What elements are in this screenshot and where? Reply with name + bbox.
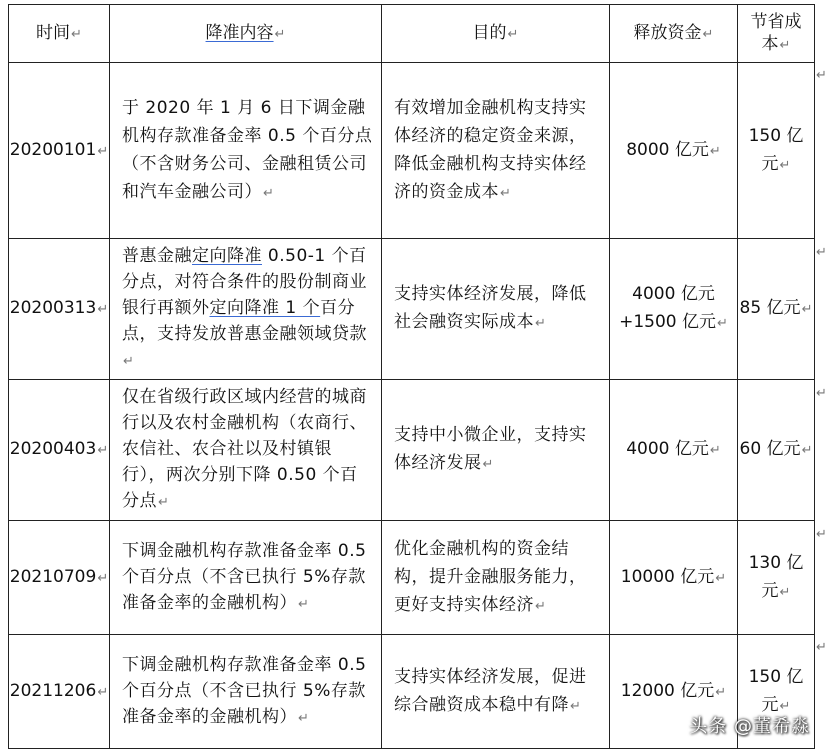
header-time: 时间↵: [9, 5, 110, 63]
row-content: 于 2020 年 1 月 6 日下调金融机构存款准备金率 0.5 个百分点（不含财务公司、金融租赁公司和汽车金融公司）↵: [110, 63, 382, 239]
paragraph-mark: ↵: [816, 386, 827, 401]
row-purpose: 优化金融机构的资金结构，提升金融服务能力，更好支持实体经济↵: [382, 521, 610, 635]
row-content: 仅在省级行政区域内经营的城商行以及农村金融机构（农商行、农信社、农合社以及村镇银行），两次分别下降 0.50 个百分点↵: [110, 380, 382, 521]
row-release: 8000 亿元↵: [610, 63, 738, 239]
header-save: 节省成 本↵: [738, 5, 815, 63]
row-purpose: 支持实体经济发展，促进综合融资成本稳中有降↵: [382, 635, 610, 749]
row-date: 20200403↵: [9, 380, 110, 521]
row-save: 85 亿元↵: [738, 239, 815, 380]
header-release: 释放资金↵: [610, 5, 738, 63]
paragraph-mark: ↵: [816, 68, 827, 83]
row-date: 20210709↵: [9, 521, 110, 635]
row-purpose: 有效增加金融机构支持实体经济的稳定资金来源，降低金融机构支持实体经济的资金成本↵: [382, 63, 610, 239]
header-content: 降准内容↵: [110, 5, 382, 63]
watermark: 头条 @董希淼: [689, 716, 810, 737]
row-save: 60 亿元↵: [738, 380, 815, 521]
row-content: 普惠金融定向降准 0.50-1 个百分点，对符合条件的股份制商业银行再额外定向降准 1 个百分点，支持发放普惠金融领域贷款↵: [110, 239, 382, 380]
row-release: 12000 亿元↵: [610, 635, 738, 749]
rrr-cut-table: [8, 4, 815, 749]
table-row: [9, 239, 815, 380]
table-header-row: [9, 5, 815, 63]
row-save: 130 亿 元↵: [738, 521, 815, 635]
row-date: 20200313↵: [9, 239, 110, 380]
paragraph-mark: ↵: [816, 245, 827, 260]
row-content: 下调金融机构存款准备金率 0.5 个百分点（不含已执行 5%存款准备金率的金融机构）↵: [110, 521, 382, 635]
table-row: [9, 521, 815, 635]
paragraph-mark: ↵: [816, 527, 827, 542]
table-row: [9, 380, 815, 521]
row-release: 10000 亿元↵: [610, 521, 738, 635]
row-purpose: 支持实体经济发展，降低社会融资实际成本↵: [382, 239, 610, 380]
row-release: 4000 亿元 +1500 亿元↵: [610, 239, 738, 380]
paragraph-mark: ↵: [816, 640, 827, 655]
header-purpose: 目的↵: [382, 5, 610, 63]
row-content: 下调金融机构存款准备金率 0.5 个百分点（不含已执行 5%存款准备金率的金融机构）↵: [110, 635, 382, 749]
row-purpose: 支持中小微企业，支持实体经济发展↵: [382, 380, 610, 521]
row-release: 4000 亿元↵: [610, 380, 738, 521]
row-date: 20211206↵: [9, 635, 110, 749]
row-save: 150 亿 元↵: [738, 63, 815, 239]
table-row: [9, 63, 815, 239]
row-date: 20200101↵: [9, 63, 110, 239]
row-save: 150 亿 元↵: [738, 635, 815, 749]
